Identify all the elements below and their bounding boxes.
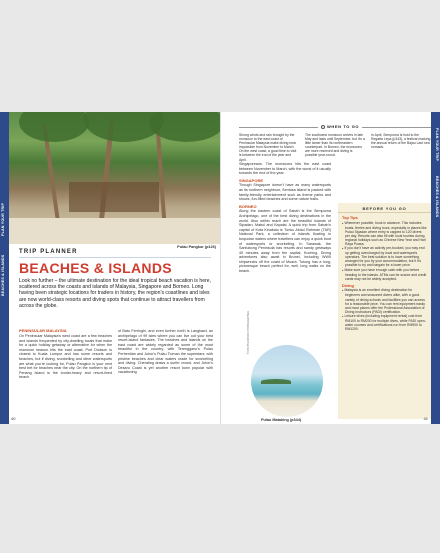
side-tab-subsection: BEACHES & ISLANDS xyxy=(435,176,439,218)
photo-credit: © SHUTTERSTOCK PHOTOGRAPHER xyxy=(247,311,250,354)
page-number-right: 41 xyxy=(423,416,428,421)
when-to-go-heading: WHEN TO GO xyxy=(318,124,362,129)
body-column-3 xyxy=(239,162,331,274)
body-column-1 xyxy=(19,329,112,380)
side-tab-subsection: BEACHES & ISLANDS xyxy=(1,254,5,296)
body-text-3: Singaporeans. The monsoons hits the east coast between November to March, with the worst of it usually towards the end of the year. xyxy=(239,162,331,176)
kicker-divider xyxy=(19,257,211,258)
body-text-singapore: Though Singapore doesn't have as many watersports as its northern neighbour, Sentosa island is packed with family-friendly entertainment such as theme parks and shows, fun-filled beaches and some nature trails. xyxy=(239,183,331,202)
tip-item: ● Make sure you have enough cash with you before heading to the islands. ATMs can be scarce and credit cards may not be widely accepted. xyxy=(342,268,427,281)
page-number-left: 40 xyxy=(11,416,16,421)
diving-heading: Diving xyxy=(342,282,354,288)
side-tab-section: PLAN YOUR TRIP xyxy=(1,202,5,236)
top-tips-heading: Top Tips xyxy=(342,215,358,220)
heading-peninsular: PENINSULAR MALAYSIA xyxy=(19,328,67,333)
left-page xyxy=(0,112,220,424)
tip-item: ● If you don't have an activity pre-booked, you may end up getting overcharged by local and watersports operators. The best solution is to have something arranged for you by your accommodation, but if it's possible to try and bargain for a lower price. xyxy=(342,246,427,267)
book-spread xyxy=(0,112,440,424)
body-text-2: of Batu Ferringhi, and even further north is Langkawi, an archipelago of 99 isles where you can live out your best resort-island fantasies. The beaches and islands on the east coast are widely regarded as some of the most beautiful in the country, with Terengganu's Pulau Perhentian and Johor's Pulau Tioman the superstars, with pristine beaches and clear waters made for snorkelling and diving. Cherating draws a surfer crowd, and Johor's Desaru Coast is yet another resort town popular with vacationing xyxy=(118,329,213,375)
heading-singapore: SINGAPORE xyxy=(239,177,264,183)
when-to-go-col-1: Strong winds and rain brought by the monsoon to the east coast of Peninsular Malaysia make diving near impossible from November to March. On the west coast, a good time to visit is between the end of the year and April. xyxy=(239,133,297,162)
body-text-1: On Peninsular Malaysia's west coast are a few beaches and islands frequented by city-dwelling locals that make for a quick holiday getaway or alternative for when the monsoon season hits the east coast. Port Dickson is closest to Kuala Lumpur and has some resorts and beaches, but if diving, snorkelling and other watersports are what you're looking for, Pulau Pangkor is your next best bet for beaches near the city. On the northern tip of Penang Island is the tourist-heavy and resort-lined beach xyxy=(19,334,112,380)
when-to-go-col-3: In April, Semporna is host to the Regatta Lepa (p343), a festival marking the annual return of the Bajau Laut sea nomads. xyxy=(371,133,431,150)
circle-photo-caption: Pulau Mataking (p344) xyxy=(261,418,302,422)
side-tab-right xyxy=(431,112,440,424)
body-text-borneo: Along the eastern coast of Sabah is the Semporna Archipelago, one of the best diving destinations in the world. Also within reach are the beautiful islands of Sipadan, Mabul and Kapalai. A quick trip from Sabah's capital of Kota Kinabalu is Tunku Abdul Rahman (TAR) National Park, a collection of islands floating in turquoise waters where travellers can enjoy a quick bout of watersports or snorkelling. In Sarawak, the Santubong Peninsula has resorts and sandy getaways 40 minutes away from the capital, Kuching. Diving adventures also await in Brunei, including WWII shipwrecks off the coast of Muara. Tutong has a long, picturesque beach perfect for, well, long walks on the beach. xyxy=(239,209,331,274)
intro-paragraph: Look no further – the ultimate destination for the ideal tropical beach vacation is here, scattered across the coasts and islands of Malaysia, Singapore and Borneo. Long having been strategic locations for traders in history, the region's coastlines and isles are now world-class resorts and diving spots that continue to attract travellers from across the globe. xyxy=(19,278,211,309)
photo-caption: Pulau Pangkor (p126) xyxy=(177,245,216,249)
before-you-go-heading: BEFORE YOU GO xyxy=(362,206,407,211)
island-circle-photo xyxy=(251,345,323,417)
clock-icon xyxy=(321,125,325,129)
right-page xyxy=(220,112,440,424)
diving-item: ● Leisure dives (including equipment rental) cost from RM100 to RM200 for multiple dives, while PADI open-water courses and certifications run from RM900 to RM1200. xyxy=(342,314,427,331)
when-to-go-box xyxy=(239,124,431,162)
side-tab-left xyxy=(0,112,9,424)
section-kicker: TRIP PLANNER xyxy=(19,249,78,255)
beach-hut-photo xyxy=(9,112,220,244)
side-tab-section: PLAN YOUR TRIP xyxy=(435,128,439,162)
tip-item: ● Whenever possible, book in advance. This includes boats, ferries and diving tours, especially in places like Pulau Sipadan where entry is capped to 120 divers per day. Resorts can also fill with local tourists during regional holidays such as Chinese New Year and Hari Raya Puasa. xyxy=(342,221,427,247)
page-title: BEACHES & ISLANDS xyxy=(19,260,172,276)
before-you-go-box xyxy=(338,203,431,419)
heading-borneo: BORNEO xyxy=(239,203,257,209)
body-column-2 xyxy=(118,329,213,375)
diving-item: ● Malaysia is an excellent diving destination for beginners and seasoned divers alike, with a good variety of diving schools and facilities you can access for a reasonable price. You can rent equipment easily and most places offer the Professional Association of Diving Instructors (PADI) certification. xyxy=(342,288,427,314)
when-to-go-col-2: The southwest monsoon arrives in late May and lasts until September, but it's a little tamer than its northeastern counterpart. In Borneo, the monsoons are more reserved and diving is possible year-round. xyxy=(305,133,365,158)
